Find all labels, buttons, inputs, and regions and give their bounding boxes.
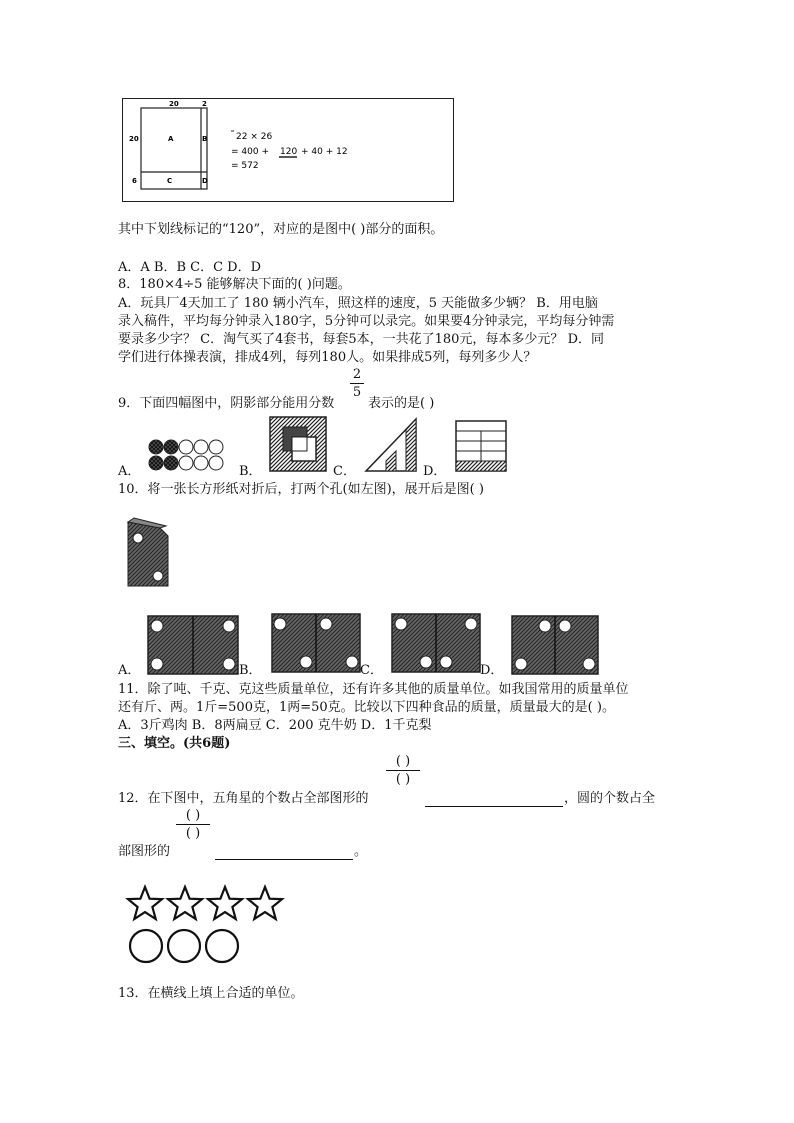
q12-text-end: 。 [354,844,368,859]
q9-fraction-bar [350,383,364,384]
calc-line-2-eq: = 400 + [231,147,269,157]
q9-fraction [350,367,364,400]
q12-text-part-2: ，圆的个数占全 [564,791,656,806]
q10-label-c: C． [360,663,383,678]
q9-fraction-denominator: 5 [352,385,362,400]
calc-line-3: = 572 [231,161,259,171]
q10-label-b: B． [239,663,262,678]
q8-stem: 8．180×4÷5 能够解决下面的( )问题。 [118,277,351,292]
q9-option-b-squares[interactable] [270,417,326,471]
region-c: C [167,177,173,185]
q10-folded-paper-figure [120,516,180,588]
q11-line-2: 还有斤、两。1斤=500克，1两=50克。比较以下四种食品的质量，质量最大的是( )。 [118,700,615,715]
q12-text-part-3: 部图形的 [118,844,171,859]
q10-option-d-figure[interactable] [512,616,598,674]
circle-icon [130,930,162,962]
q12-fraction-2-numerator[interactable]: ( ) [185,808,201,823]
label-left-6: 6 [132,177,137,185]
q12-fraction-1-denominator[interactable]: ( ) [395,772,411,787]
star-icon [168,887,202,919]
region-a: A [168,135,174,143]
region-d: D [202,177,208,185]
q10-option-a-figure[interactable] [148,616,238,674]
q9-stem-after: 表示的是( ) [368,396,435,411]
section-3-title: 三、填空。(共6题) [118,736,231,751]
q12-shapes-figure [122,882,292,970]
q9-label-c: C． [333,464,356,479]
q9-fraction-numerator: 2 [352,367,362,382]
q8-option-line-1[interactable]: A．玩具厂4天加工了 180 辆小汽车，照这样的速度，5 天能做多少辆？ B．用电脑 [118,296,598,311]
q10-label-d: D． [480,663,504,678]
circle-icon-group [130,930,238,962]
circle-icon [168,930,200,962]
q10-option-c-figure[interactable] [392,614,480,672]
circle-icon [206,930,238,962]
q12-fraction-1 [386,754,420,787]
q12-fraction-2 [176,808,210,841]
q7-figure-box [122,98,454,202]
region-b: B [202,135,208,143]
q9-label-b: B． [239,464,262,479]
q8-option-line-3[interactable]: 要录多少字？ C．淘气买了4套书，每套5本，一共花了180元，每本多少元？ D．同 [118,332,604,347]
q9-label-a: A． [118,464,141,479]
label-top-2: 2 [202,100,207,108]
q10-label-a: A． [118,663,141,678]
star-icon [128,887,162,919]
q8-option-line-4[interactable]: 学们进行体操表演，排成4列，每列180人。如果排成5列，每列多少人？ [118,350,537,365]
star-icon [248,887,282,919]
calc-line-2-underlined: 120 [280,147,298,157]
q7-options[interactable]: A．A B．B C．C D．D [118,260,262,275]
q9-label-d: D． [423,464,447,479]
calc-line-2-rest: + 40 + 12 [301,147,348,157]
q12-answer-blank-2[interactable] [215,845,353,860]
q12-fraction-2-denominator[interactable]: ( ) [185,826,201,841]
q12-fraction-1-numerator[interactable]: ( ) [395,754,411,769]
q10-stem: 10．将一张长方形纸对折后，打两个孔(如左图)，展开后是图( ) [118,482,484,497]
q10-option-b-figure[interactable] [272,614,360,672]
q9-stem-before: 9．下面四幅图中，阴影部分能用分数 [118,396,335,411]
calc-line-1: 22 × 26 [236,132,273,142]
q9-option-a-circles[interactable] [149,440,223,470]
q12-fraction-1-bar [386,770,420,771]
q12-answer-blank-1[interactable] [425,792,563,807]
area-model-diagram [123,99,453,201]
q9-options-figures [118,413,538,479]
star-icon [208,887,242,919]
q12-fraction-2-bar [176,824,210,825]
star-icon-group [128,887,282,919]
q12-text-part-1: 12．在下图中，五角星的个数占全部图形的 [118,791,369,806]
q9-option-c-triangle[interactable] [366,419,416,471]
label-top-20: 20 [169,100,179,108]
label-left-20: 20 [129,135,139,143]
q7-question: 其中下划线标记的“120”，对应的是图中( )部分的面积。 [118,222,444,237]
q8-option-line-2[interactable]: 录入稿件，平均每分钟录入180字，5分钟可以录完。如果要4分钟录完，平均每分钟需 [118,314,615,329]
q13-stem: 13．在横线上填上合适的单位。 [118,986,304,1001]
q11-options[interactable]: A．3斤鸡肉 B．8两扁豆 C．200 克牛奶 D．1千克梨 [118,718,432,733]
q11-line-1: 11．除了吨、千克、克这些质量单位，还有许多其他的质量单位。如我国常用的质量单位 [118,682,629,697]
q9-option-d-grid[interactable] [456,421,506,471]
